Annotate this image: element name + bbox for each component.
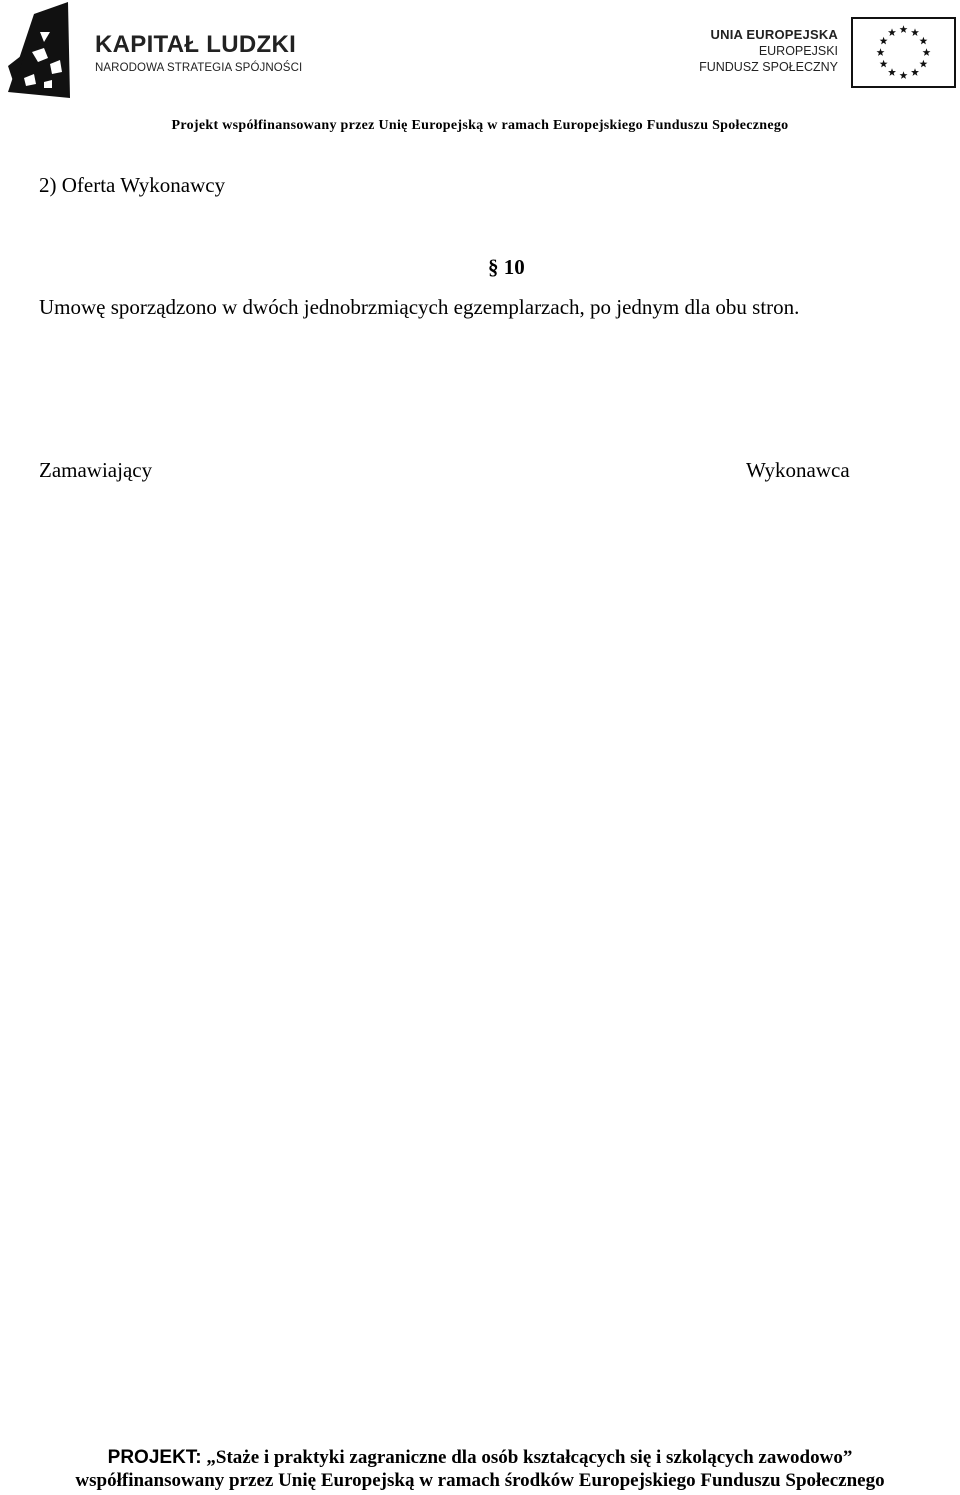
footer-project-name: „Staże i praktyki zagraniczne dla osób kształcących się i szkolących zawodowo” (201, 1447, 853, 1468)
footer-project-title (0, 1448, 960, 1467)
kapital-ludzki-title: KAPITAŁ LUDZKI (95, 31, 297, 58)
eu-text-block (699, 28, 838, 73)
attachment-item: 2) Oferta Wykonawcy (39, 173, 226, 197)
footer-cofinance: współfinansowany przez Unię Europejską w ramach środków Europejskiego Funduszu Społecznego (75, 1470, 885, 1491)
agreement-clause: Umowę sporządzono w dwóch jednobrzmiących egzemplarzach, po jednym dla obu stron. (39, 295, 800, 319)
section-number: § 10 (488, 255, 525, 279)
footer-project-label: PROJEKT: (107, 1447, 202, 1468)
signature-zamawiajacy: Zamawiający (39, 458, 153, 482)
eu-fund-line2: FUNDUSZ SPOŁECZNY (699, 59, 838, 74)
signature-wykonawca: Wykonawca (746, 458, 850, 482)
kapital-ludzki-subtitle: NARODOWA STRATEGIA SPÓJNOŚCI (95, 62, 303, 74)
eu-fund-line1: EUROPEJSKI (758, 44, 838, 58)
kapital-ludzki-logo-icon (4, 2, 70, 98)
header-project-line: Projekt współfinansowany przez Unię Europejską w ramach Europejskiego Funduszu Społecznego (171, 118, 789, 133)
eu-flag-icon (851, 17, 956, 88)
eu-title: UNIA EUROPEJSKA (710, 27, 838, 42)
